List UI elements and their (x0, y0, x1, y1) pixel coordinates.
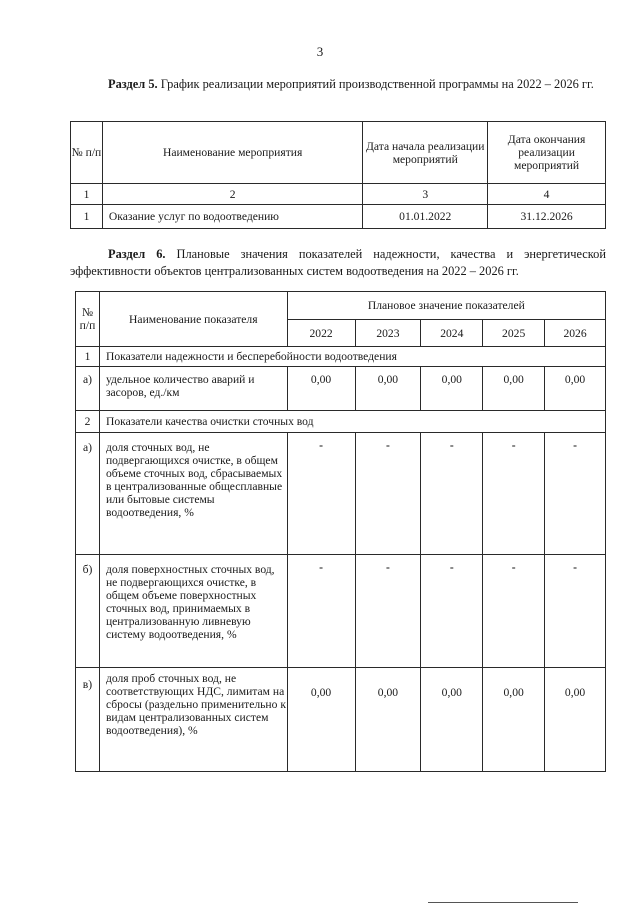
col-start-header: Дата начала реализации мероприятий (363, 122, 488, 184)
value-cell: - (449, 561, 454, 574)
row-name: доля сточных вод, не подвергающихся очистке, в общем объеме сточных вод, сбрасываемых в централизованные общесплавные или бытовые системы водоотведения, % (99, 433, 287, 555)
table-row (76, 367, 606, 411)
row-num: б) (76, 555, 100, 668)
year-header: 2023 (355, 320, 421, 347)
value-cell: 0,00 (310, 686, 332, 699)
index-cell: 1 (71, 184, 103, 205)
plan-values-header: Плановое значение показателей (287, 292, 605, 320)
scan-edge-mark (428, 902, 578, 903)
year-header: 2026 (545, 320, 606, 347)
year-header: 2025 (483, 320, 545, 347)
section6-heading (70, 246, 606, 280)
row-name: Оказание услуг по водоотведению (102, 205, 362, 229)
row-name: доля поверхностных сточных вод, не подвергающихся очистке, в общем объеме поверхностных сточных вод, принимаемых в централизованную ливневую систему водоотведения, % (99, 555, 287, 668)
group-title: Показатели надежности и бесперебойности водоотведения (99, 347, 605, 367)
row-num: в) (76, 668, 100, 772)
value-cell: 0,00 (310, 373, 332, 386)
value-cell: - (511, 561, 516, 574)
row-num: а) (76, 433, 100, 555)
group-num: 1 (76, 347, 100, 367)
col-end-header: Дата окончания реализации мероприятий (488, 122, 606, 184)
table-index-row (71, 184, 606, 205)
year-header: 2022 (287, 320, 355, 347)
year-header: 2024 (421, 320, 483, 347)
index-cell: 2 (102, 184, 362, 205)
page-number: 3 (316, 44, 324, 59)
col-name-header: Наименование мероприятия (102, 122, 362, 184)
value-cell: 0,00 (564, 686, 586, 699)
section5-label: Раздел 5. (108, 77, 158, 91)
row-name: доля проб сточных вод, не соответствующих НДС, лимитам на сбросы (раздельно применительно к видам централизованных систем водоотведения), % (99, 668, 287, 772)
value-cell: - (573, 439, 577, 452)
value-cell: 0,00 (377, 373, 399, 386)
col-num-header: № п/п (71, 122, 103, 184)
value-cell: - (385, 561, 390, 574)
table-header-row (71, 122, 606, 184)
table-row (76, 555, 606, 668)
value-cell: - (511, 439, 516, 452)
value-cell: 0,00 (503, 373, 524, 386)
row-num: а) (76, 367, 100, 411)
value-cell: - (319, 561, 324, 574)
table-row (76, 668, 606, 772)
group-row (76, 411, 606, 433)
value-cell: - (319, 439, 324, 452)
value-cell: 0,00 (441, 686, 462, 699)
table-row (71, 205, 606, 229)
table-row (76, 433, 606, 555)
value-cell: 0,00 (377, 686, 399, 699)
group-title: Показатели качества очистки сточных вод (99, 411, 605, 433)
row-name: удельное количество аварий и засоров, ед./км (99, 367, 287, 411)
value-cell: - (385, 439, 390, 452)
row-start-date: 01.01.2022 (363, 205, 488, 229)
value-cell: 0,00 (564, 373, 586, 386)
group-num: 2 (76, 411, 100, 433)
group-row (76, 347, 606, 367)
section5-heading (70, 76, 606, 93)
index-cell: 4 (488, 184, 606, 205)
value-cell: - (449, 439, 454, 452)
col-name-header: Наименование показателя (99, 292, 287, 347)
section5-text: График реализации мероприятий производственной программы на 2022 – 2026 гг. (160, 77, 594, 91)
value-cell: - (573, 561, 577, 574)
row-num: 1 (71, 205, 103, 229)
row-end-date: 31.12.2026 (488, 205, 606, 229)
index-cell: 3 (363, 184, 488, 205)
col-num-header: № п/п (76, 292, 100, 347)
value-cell: 0,00 (503, 686, 524, 699)
table-header-row (76, 292, 606, 320)
schedule-table (70, 121, 606, 229)
value-cell: 0,00 (441, 373, 462, 386)
section6-label: Раздел 6. (108, 247, 166, 261)
section6-text: Плановые значения показателей надежности, качества и энергетической эффективности объектов централизованных систем водоотведения на 2022 – 2026 гг. (70, 247, 606, 278)
indicators-table (75, 291, 606, 772)
